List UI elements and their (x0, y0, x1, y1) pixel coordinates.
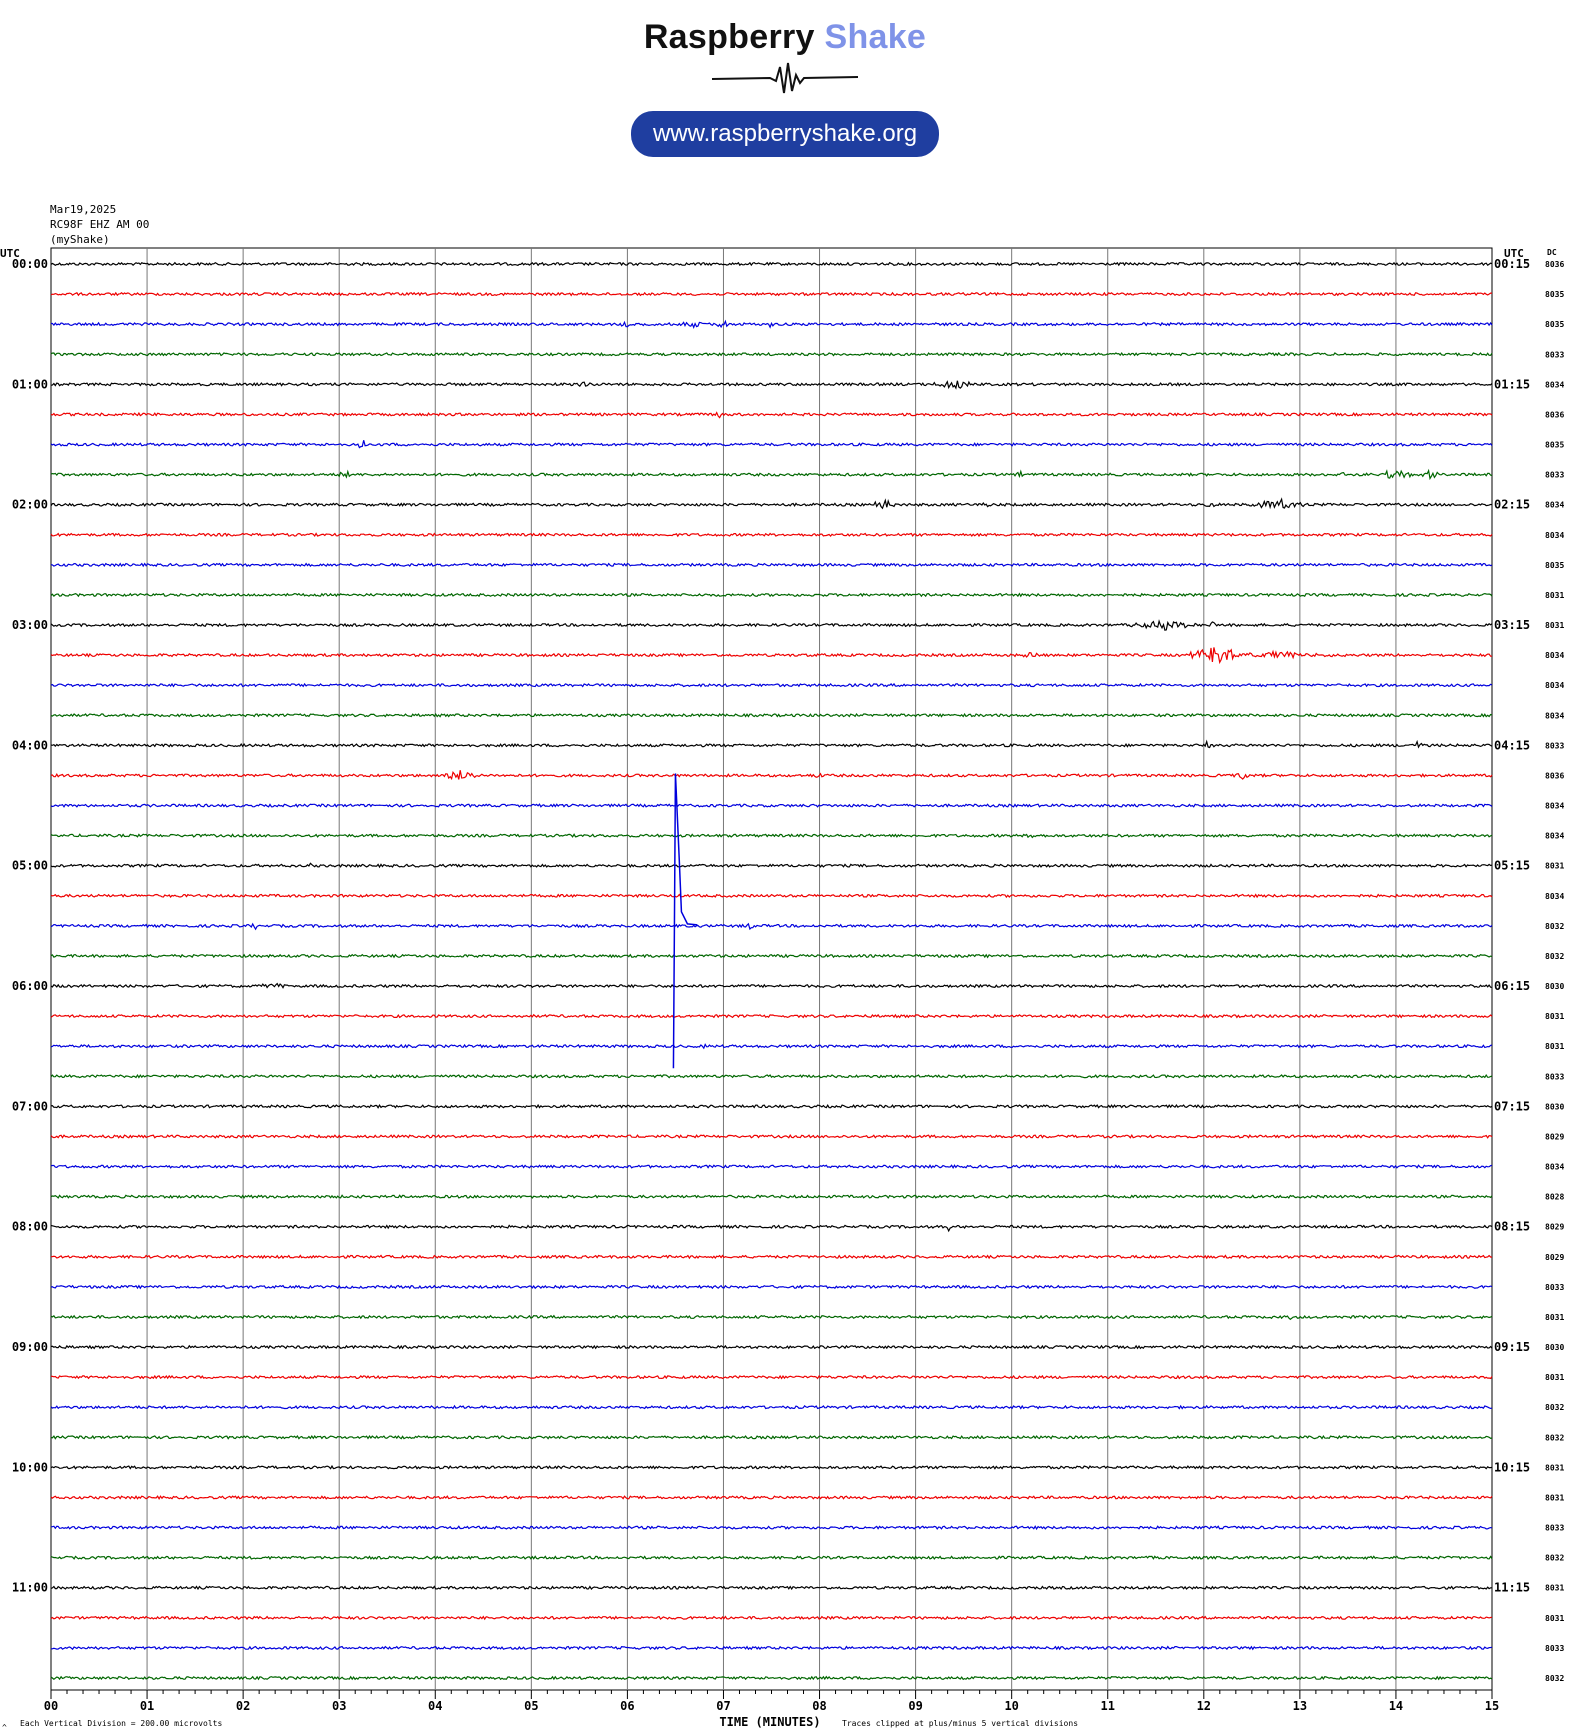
dc-offset-label: 8029 (1545, 1222, 1565, 1232)
dc-offset-label: 8031 (1545, 1373, 1565, 1383)
dc-offset-label: 8035 (1545, 290, 1565, 300)
x-tick-label: 02 (235, 1699, 251, 1713)
dc-offset-label: 8031 (1545, 1613, 1565, 1623)
hour-label-left: 08:00 (11, 1219, 48, 1234)
dc-offset-label: 8036 (1545, 260, 1565, 269)
x-tick-label: 04 (428, 1699, 443, 1713)
trace-row-47 (51, 1677, 1492, 1680)
hour-label-right: 09:15 (1494, 1340, 1531, 1355)
hour-label-right: 10:15 (1494, 1460, 1531, 1475)
dc-offset-label: 8034 (1545, 711, 1565, 721)
x-tick-label: 12 (1196, 1699, 1212, 1713)
dc-offset-label: 8032 (1545, 1553, 1565, 1563)
dc-offset-label: 8028 (1545, 1192, 1565, 1202)
dc-offset-label: 8036 (1545, 410, 1565, 420)
dc-offset-label: 8033 (1545, 1282, 1565, 1292)
header-network: (myShake) (50, 233, 110, 246)
trace-row-32 (51, 1225, 1492, 1231)
dc-offset-label: 8030 (1545, 1102, 1565, 1112)
dc-offset-label: 8036 (1545, 771, 1565, 781)
x-tick-label: 00 (43, 1699, 59, 1713)
trace-row-27 (51, 1075, 1492, 1078)
hour-label-right: 07:15 (1494, 1099, 1531, 1114)
x-tick-label: 14 (1388, 1699, 1404, 1713)
x-tick-label: 08 (812, 1699, 827, 1713)
x-tick-label: 06 (620, 1699, 635, 1713)
trace-row-31 (51, 1195, 1492, 1198)
trace-row-9 (51, 534, 1492, 537)
trace-row-5 (51, 413, 1492, 418)
hour-label-right: 02:15 (1494, 497, 1531, 512)
trace-row-11 (51, 594, 1492, 597)
dc-offset-label: 8032 (1545, 951, 1565, 961)
hour-label-left: 11:00 (11, 1580, 48, 1595)
trace-row-0 (51, 263, 1492, 266)
trace-row-36 (51, 1346, 1492, 1349)
dc-offset-label: 8031 (1545, 1493, 1565, 1503)
trace-row-20 (51, 863, 1492, 867)
trace-row-24 (51, 984, 1492, 988)
dc-offset-label: 8031 (1545, 1312, 1565, 1322)
trace-row-38 (51, 1406, 1492, 1409)
trace-row-18 (51, 804, 1492, 807)
trace-row-41 (51, 1496, 1492, 1499)
dc-offset-label: 8030 (1545, 1343, 1565, 1353)
dc-offset-label: 8030 (1545, 982, 1565, 992)
trace-row-44 (51, 1586, 1492, 1589)
hour-label-left: 02:00 (11, 497, 48, 512)
trace-row-22 (51, 924, 1492, 929)
dc-offset-label: 8032 (1545, 1674, 1565, 1683)
hour-label-right: 08:15 (1494, 1219, 1531, 1234)
dc-offset-label: 8031 (1545, 590, 1565, 600)
hour-label-left: 01:00 (11, 377, 48, 392)
trace-row-23 (51, 955, 1492, 958)
dc-offset-label: 8031 (1545, 861, 1565, 871)
hour-label-right: 01:15 (1494, 377, 1531, 392)
dc-offset-label: 8035 (1545, 560, 1565, 570)
x-tick-label: 15 (1484, 1699, 1500, 1713)
dc-offset-label: 8033 (1545, 741, 1565, 751)
dc-offset-label: 8034 (1545, 651, 1565, 661)
trace-row-3 (51, 353, 1492, 356)
trace-row-34 (51, 1286, 1492, 1289)
dc-offset-label: 8031 (1545, 1463, 1565, 1473)
x-tick-label: 03 (331, 1699, 347, 1713)
trace-row-6 (51, 440, 1492, 447)
trace-row-21 (51, 895, 1492, 898)
dc-offset-label: 8034 (1545, 500, 1565, 510)
dc-offset-label: 8031 (1545, 1012, 1565, 1022)
trace-row-1 (51, 293, 1492, 296)
hour-label-left: 00:00 (11, 257, 48, 271)
dc-offset-label: 8035 (1545, 440, 1565, 450)
x-tick-label: 09 (908, 1699, 923, 1713)
trace-row-28 (51, 1105, 1492, 1108)
footer-clip-note: Traces clipped at plus/minus 5 vertical divisions (842, 1719, 1079, 1728)
hour-label-left: 10:00 (11, 1460, 48, 1475)
trace-row-15 (51, 714, 1492, 717)
hour-label-left: 06:00 (11, 979, 48, 994)
brand-name-accent: Shake (824, 18, 927, 56)
large-transient-signal (673, 773, 697, 1068)
trace-row-33 (51, 1256, 1492, 1259)
trace-row-14 (51, 684, 1492, 687)
x-tick-label: 01 (139, 1699, 155, 1713)
hour-label-left: 07:00 (11, 1099, 48, 1114)
dc-offset-label: 8033 (1545, 1072, 1565, 1082)
dc-offset-label: 8031 (1545, 1583, 1565, 1593)
dc-offset-label: 8032 (1545, 921, 1565, 931)
dc-offset-label: 8032 (1545, 1403, 1565, 1413)
trace-row-25 (51, 1015, 1492, 1018)
dc-offset-label: 8031 (1545, 621, 1565, 631)
corner-mark: ^ (2, 1723, 7, 1732)
trace-row-45 (51, 1617, 1492, 1620)
hour-label-left: 04:00 (11, 738, 48, 753)
dc-offset-label: 8033 (1545, 470, 1565, 480)
hour-label-right: 04:15 (1494, 738, 1531, 753)
trace-row-42 (51, 1526, 1492, 1529)
trace-row-19 (51, 834, 1492, 837)
trace-row-10 (51, 564, 1492, 567)
trace-row-2 (51, 321, 1492, 327)
trace-row-37 (51, 1376, 1492, 1379)
trace-row-12 (51, 621, 1492, 630)
trace-row-7 (51, 471, 1492, 479)
brand-name-dark: Raspberry (643, 18, 815, 56)
trace-row-8 (51, 499, 1492, 508)
x-axis-title: TIME (MINUTES) (719, 1715, 821, 1729)
hour-label-right: 00:15 (1494, 257, 1531, 271)
trace-row-29 (51, 1135, 1492, 1138)
hour-label-left: 09:00 (11, 1340, 48, 1355)
x-tick-label: 13 (1292, 1699, 1308, 1713)
website-link[interactable]: www.raspberryshake.org (631, 111, 939, 157)
dc-offset-label: 8034 (1545, 380, 1565, 390)
dc-offset-label: 8034 (1545, 1162, 1565, 1172)
utc-label-right: UTC (1504, 247, 1524, 260)
hour-label-left: 05:00 (11, 858, 48, 873)
trace-row-35 (51, 1316, 1492, 1320)
x-tick-label: 07 (716, 1699, 731, 1713)
dc-offset-label: 8033 (1545, 350, 1565, 360)
x-tick-label: 05 (524, 1699, 539, 1713)
trace-row-4 (51, 381, 1492, 388)
dc-offset-label: 8034 (1545, 530, 1565, 540)
dc-offset-label: 8029 (1545, 1132, 1565, 1142)
dc-offset-label: 8034 (1545, 801, 1565, 811)
trace-row-13 (51, 647, 1492, 662)
plot-frame (51, 248, 1492, 1690)
header-station: RC98F EHZ AM 00 (50, 218, 150, 231)
dc-offset-label: 8031 (1545, 1042, 1565, 1052)
utc-label-left: UTC (0, 247, 20, 260)
hour-label-left: 03:00 (11, 618, 48, 633)
trace-row-43 (51, 1556, 1492, 1559)
dc-offset-label: 8033 (1545, 1523, 1565, 1533)
trace-row-40 (51, 1466, 1492, 1469)
header-date: Mar19,2025 (50, 203, 117, 216)
dc-offset-label: 8032 (1545, 1433, 1565, 1443)
hour-label-right: 05:15 (1494, 858, 1531, 873)
hour-label-right: 03:15 (1494, 618, 1531, 633)
footer-scale-note: Each Vertical Division = 200.00 microvolts (20, 1719, 223, 1728)
trace-row-26 (51, 1045, 1492, 1049)
dc-offset-label: 8029 (1545, 1252, 1565, 1262)
hour-label-right: 11:15 (1494, 1580, 1531, 1595)
dc-offset-label: 8034 (1545, 831, 1565, 841)
dc-offset-label: 8034 (1545, 681, 1565, 691)
x-tick-label: 11 (1100, 1699, 1115, 1713)
trace-row-30 (51, 1165, 1492, 1168)
trace-row-39 (51, 1436, 1492, 1439)
trace-row-17 (51, 770, 1492, 779)
dc-offset-label: 8035 (1545, 320, 1565, 330)
hour-label-right: 06:15 (1494, 979, 1531, 994)
x-tick-label: 10 (1004, 1699, 1019, 1713)
dc-offset-label: 8033 (1545, 1643, 1565, 1653)
trace-row-46 (51, 1647, 1492, 1650)
trace-row-16 (51, 742, 1492, 748)
dc-offset-label: 8034 (1545, 891, 1565, 901)
dc-column-label: DC (1547, 248, 1557, 257)
